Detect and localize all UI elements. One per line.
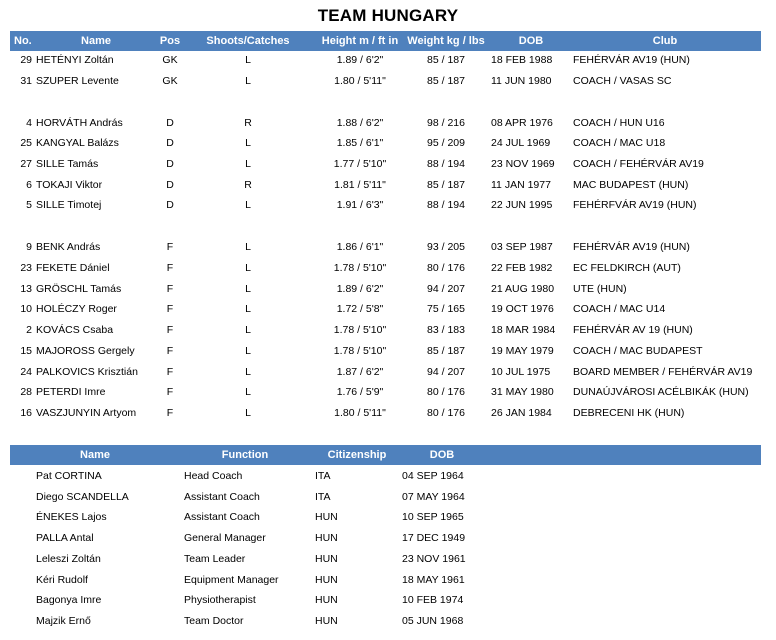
staff-cell-function: Assistant Coach bbox=[184, 511, 260, 524]
page-title: TEAM HUNGARY bbox=[317, 6, 459, 25]
cell-pos: D bbox=[166, 179, 174, 191]
cell-name: SILLE Tamás bbox=[36, 158, 99, 170]
cell-name: SILLE Timotej bbox=[36, 199, 102, 211]
col-header-club: Club bbox=[652, 35, 678, 47]
cell-no: 28 bbox=[20, 386, 32, 398]
cell-club: MAC BUDAPEST (HUN) bbox=[573, 179, 689, 191]
staff-row bbox=[10, 487, 761, 507]
cell-shoots: L bbox=[245, 283, 251, 295]
staff-row bbox=[10, 611, 761, 631]
cell-height: 1.80 / 5'11" bbox=[334, 75, 386, 87]
cell-name: HOLÉCZY Roger bbox=[36, 303, 117, 315]
table-row bbox=[10, 50, 761, 70]
cell-height: 1.85 / 6'1" bbox=[336, 137, 384, 149]
cell-dob: 19 MAY 1979 bbox=[491, 345, 554, 357]
cell-no: 15 bbox=[20, 345, 32, 357]
col-header-name: Name bbox=[81, 35, 111, 47]
col-header-pos: Pos bbox=[159, 35, 181, 47]
cell-dob: 23 NOV 1969 bbox=[491, 158, 555, 170]
cell-height: 1.77 / 5'10" bbox=[333, 158, 387, 170]
staff-cell-citizenship: ITA bbox=[315, 490, 331, 503]
cell-weight: 85 / 187 bbox=[427, 345, 465, 357]
cell-pos: GK bbox=[162, 54, 178, 66]
cell-weight: 83 / 183 bbox=[427, 324, 465, 336]
table-row bbox=[10, 299, 761, 319]
staff-cell-dob: 05 JUN 1968 bbox=[402, 614, 464, 627]
table-row bbox=[10, 113, 761, 133]
cell-pos: F bbox=[166, 241, 174, 253]
staff-cell-citizenship: HUN bbox=[315, 594, 338, 607]
staff-row bbox=[10, 507, 761, 527]
cell-club: UTE (HUN) bbox=[573, 283, 627, 295]
cell-club: FEHÉRVÁR AV19 (HUN) bbox=[573, 241, 690, 253]
cell-height: 1.89 / 6'2" bbox=[336, 283, 384, 295]
cell-dob: 10 JUL 1975 bbox=[491, 366, 551, 378]
staff-cell-dob: 23 NOV 1961 bbox=[402, 552, 466, 565]
table-row bbox=[10, 341, 761, 361]
staff-row bbox=[10, 570, 761, 590]
cell-name: PETERDI Imre bbox=[36, 386, 106, 398]
cell-weight: 98 / 216 bbox=[427, 117, 465, 129]
cell-weight: 95 / 209 bbox=[427, 137, 465, 149]
staff-col-header-name: Name bbox=[80, 449, 110, 461]
staff-cell-name: PALLA Antal bbox=[36, 532, 94, 545]
table-row bbox=[10, 258, 761, 278]
cell-club: DEBRECENI HK (HUN) bbox=[573, 407, 685, 419]
cell-name: MAJOROSS Gergely bbox=[36, 345, 135, 357]
table-row bbox=[10, 382, 761, 402]
cell-club: EC FELDKIRCH (AUT) bbox=[573, 262, 681, 274]
cell-weight: 85 / 187 bbox=[427, 179, 465, 191]
col-header-height: Height m / ft in bbox=[321, 35, 399, 47]
cell-shoots: L bbox=[245, 199, 251, 211]
staff-cell-name: Leleszi Zoltán bbox=[36, 552, 101, 565]
staff-cell-dob: 07 MAY 1964 bbox=[402, 490, 465, 503]
cell-club: COACH / HUN U16 bbox=[573, 117, 665, 129]
cell-club: DUNAÚJVÁROSI ACÉLBIKÁK (HUN) bbox=[573, 386, 749, 398]
staff-cell-function: Team Doctor bbox=[184, 614, 244, 627]
cell-club: COACH / FEHÉRVÁR AV19 bbox=[573, 158, 704, 170]
cell-dob: 22 JUN 1995 bbox=[491, 199, 553, 211]
cell-height: 1.78 / 5'10" bbox=[333, 345, 387, 357]
staff-cell-name: Pat CORTINA bbox=[36, 470, 102, 482]
table-row bbox=[10, 71, 761, 91]
cell-height: 1.72 / 5'8" bbox=[336, 303, 384, 315]
cell-no: 4 bbox=[26, 117, 32, 129]
cell-shoots: R bbox=[244, 117, 252, 129]
cell-height: 1.78 / 5'10" bbox=[333, 262, 387, 274]
table-row bbox=[10, 175, 761, 195]
cell-dob: 08 APR 1976 bbox=[491, 117, 553, 129]
cell-no: 16 bbox=[20, 407, 32, 419]
cell-pos: F bbox=[166, 303, 174, 315]
cell-pos: F bbox=[166, 262, 174, 274]
cell-height: 1.89 / 6'2" bbox=[336, 54, 384, 66]
cell-height: 1.76 / 5'9" bbox=[336, 386, 384, 398]
cell-dob: 03 SEP 1987 bbox=[491, 241, 553, 253]
cell-shoots: L bbox=[245, 303, 251, 315]
cell-dob: 26 JAN 1984 bbox=[491, 407, 552, 419]
staff-col-header-dob: DOB bbox=[429, 449, 455, 461]
cell-pos: D bbox=[166, 199, 174, 211]
staff-cell-name: Diego SCANDELLA bbox=[36, 490, 129, 503]
cell-pos: F bbox=[166, 345, 174, 357]
cell-no: 9 bbox=[26, 241, 32, 253]
staff-cell-citizenship: HUN bbox=[315, 614, 338, 627]
cell-pos: F bbox=[166, 407, 174, 419]
cell-pos: GK bbox=[162, 75, 178, 87]
cell-no: 10 bbox=[20, 303, 32, 315]
table-row bbox=[10, 320, 761, 340]
cell-dob: 31 MAY 1980 bbox=[491, 386, 554, 398]
staff-cell-dob: 04 SEP 1964 bbox=[402, 470, 464, 482]
cell-weight: 94 / 207 bbox=[427, 283, 465, 295]
cell-name: HORVÁTH András bbox=[36, 117, 123, 129]
cell-height: 1.78 / 5'10" bbox=[333, 324, 387, 336]
cell-no: 13 bbox=[20, 283, 32, 295]
cell-shoots: L bbox=[245, 137, 251, 149]
table-row bbox=[10, 195, 761, 215]
staff-cell-citizenship: ITA bbox=[315, 470, 331, 482]
staff-cell-citizenship: HUN bbox=[315, 573, 338, 586]
staff-cell-name: Kéri Rudolf bbox=[36, 573, 88, 586]
staff-cell-dob: 10 SEP 1965 bbox=[402, 511, 464, 524]
staff-cell-dob: 10 FEB 1974 bbox=[402, 594, 464, 607]
cell-name: HETÉNYI Zoltán bbox=[36, 54, 114, 66]
cell-weight: 75 / 165 bbox=[427, 303, 465, 315]
cell-no: 24 bbox=[20, 366, 32, 378]
cell-club: COACH / MAC BUDAPEST bbox=[573, 345, 703, 357]
cell-club: FEHÉRFVÁR AV19 (HUN) bbox=[573, 199, 697, 211]
col-header-dob: DOB bbox=[518, 35, 544, 47]
cell-pos: D bbox=[166, 137, 174, 149]
staff-col-header-function: Function bbox=[221, 449, 269, 461]
cell-dob: 19 OCT 1976 bbox=[491, 303, 554, 315]
cell-dob: 22 FEB 1982 bbox=[491, 262, 553, 274]
cell-weight: 80 / 176 bbox=[427, 262, 465, 274]
staff-cell-dob: 18 MAY 1961 bbox=[402, 573, 465, 586]
table-row bbox=[10, 403, 761, 423]
cell-dob: 21 AUG 1980 bbox=[491, 283, 555, 295]
cell-shoots: L bbox=[245, 345, 251, 357]
cell-pos: D bbox=[166, 158, 174, 170]
cell-shoots: R bbox=[244, 179, 252, 191]
cell-height: 1.87 / 6'2" bbox=[336, 366, 384, 378]
staff-cell-function: Equipment Manager bbox=[184, 573, 279, 586]
cell-no: 5 bbox=[26, 199, 32, 211]
cell-shoots: L bbox=[245, 366, 251, 378]
cell-no: 29 bbox=[20, 54, 32, 66]
staff-row bbox=[10, 549, 761, 569]
cell-weight: 93 / 205 bbox=[427, 241, 465, 253]
staff-cell-citizenship: HUN bbox=[315, 532, 338, 545]
cell-no: 23 bbox=[20, 262, 32, 274]
players-table-header bbox=[10, 31, 761, 51]
cell-weight: 88 / 194 bbox=[427, 199, 465, 211]
cell-pos: F bbox=[166, 386, 174, 398]
staff-cell-name: Majzik Ernő bbox=[36, 614, 91, 627]
staff-cell-function: Assistant Coach bbox=[184, 490, 260, 503]
table-row bbox=[10, 133, 761, 153]
table-row bbox=[10, 362, 761, 382]
cell-pos: F bbox=[166, 283, 174, 295]
cell-weight: 94 / 207 bbox=[427, 366, 465, 378]
cell-height: 1.91 / 6'3" bbox=[336, 199, 384, 211]
cell-height: 1.81 / 5'11" bbox=[334, 179, 386, 191]
staff-cell-function: Team Leader bbox=[184, 552, 246, 565]
cell-shoots: L bbox=[245, 241, 251, 253]
cell-name: PALKOVICS Krisztián bbox=[36, 366, 138, 378]
cell-club: BOARD MEMBER / FEHÉRVÁR AV19 bbox=[573, 366, 753, 378]
staff-row bbox=[10, 466, 761, 486]
cell-name: SZUPER Levente bbox=[36, 75, 119, 87]
table-row bbox=[10, 279, 761, 299]
cell-shoots: L bbox=[245, 75, 251, 87]
cell-shoots: L bbox=[245, 407, 251, 419]
cell-club: COACH / MAC U14 bbox=[573, 303, 666, 315]
col-header-no: No. bbox=[14, 35, 32, 47]
cell-no: 25 bbox=[20, 137, 32, 149]
cell-height: 1.86 / 6'1" bbox=[336, 241, 384, 253]
staff-cell-function: Physiotherapist bbox=[184, 594, 256, 607]
cell-weight: 88 / 194 bbox=[427, 158, 465, 170]
cell-shoots: L bbox=[245, 386, 251, 398]
cell-dob: 18 FEB 1988 bbox=[491, 54, 553, 66]
cell-shoots: L bbox=[245, 158, 251, 170]
table-row bbox=[10, 154, 761, 174]
col-header-shoots: Shoots/Catches bbox=[206, 35, 290, 47]
staff-cell-function: General Manager bbox=[184, 532, 266, 545]
cell-dob: 11 JAN 1977 bbox=[491, 179, 551, 191]
cell-weight: 80 / 176 bbox=[427, 407, 465, 419]
cell-name: TOKAJI Viktor bbox=[36, 179, 103, 191]
staff-table-header bbox=[10, 445, 761, 465]
cell-club: FEHÉRVÁR AV 19 (HUN) bbox=[573, 324, 693, 336]
cell-no: 6 bbox=[26, 179, 32, 191]
staff-row bbox=[10, 528, 761, 548]
staff-cell-dob: 17 DEC 1949 bbox=[402, 532, 466, 545]
col-header-weight: Weight kg / lbs bbox=[407, 35, 485, 47]
cell-name: FEKETE Dániel bbox=[36, 262, 110, 274]
cell-name: GRÖSCHL Tamás bbox=[36, 283, 122, 295]
cell-club: FEHÉRVÁR AV19 (HUN) bbox=[573, 54, 690, 66]
cell-weight: 85 / 187 bbox=[427, 75, 465, 87]
staff-cell-function: Head Coach bbox=[184, 470, 243, 482]
cell-club: COACH / VASAS SC bbox=[573, 75, 672, 87]
cell-pos: F bbox=[166, 324, 174, 336]
cell-weight: 80 / 176 bbox=[427, 386, 465, 398]
cell-shoots: L bbox=[245, 262, 251, 274]
cell-name: KANGYAL Balázs bbox=[36, 137, 119, 149]
cell-height: 1.88 / 6'2" bbox=[336, 117, 384, 129]
staff-cell-citizenship: HUN bbox=[315, 511, 338, 524]
cell-no: 31 bbox=[20, 75, 32, 87]
cell-shoots: L bbox=[245, 324, 251, 336]
cell-pos: F bbox=[166, 366, 174, 378]
cell-dob: 24 JUL 1969 bbox=[491, 137, 551, 149]
cell-dob: 18 MAR 1984 bbox=[491, 324, 556, 336]
table-row bbox=[10, 237, 761, 257]
cell-height: 1.80 / 5'11" bbox=[334, 407, 386, 419]
cell-club: COACH / MAC U18 bbox=[573, 137, 666, 149]
cell-name: KOVÁCS Csaba bbox=[36, 324, 114, 336]
cell-name: BENK András bbox=[36, 241, 101, 253]
staff-row bbox=[10, 590, 761, 610]
staff-cell-citizenship: HUN bbox=[315, 552, 338, 565]
staff-cell-name: ÉNEKES Lajos bbox=[36, 511, 107, 524]
staff-cell-name: Bagonya Imre bbox=[36, 594, 102, 607]
cell-no: 2 bbox=[26, 324, 32, 336]
cell-pos: D bbox=[166, 117, 174, 129]
cell-weight: 85 / 187 bbox=[427, 54, 465, 66]
cell-no: 27 bbox=[20, 158, 32, 170]
cell-shoots: L bbox=[245, 54, 251, 66]
staff-col-header-citizenship: Citizenship bbox=[327, 449, 387, 461]
cell-name: VASZJUNYIN Artyom bbox=[36, 407, 137, 419]
cell-dob: 11 JUN 1980 bbox=[491, 75, 552, 87]
